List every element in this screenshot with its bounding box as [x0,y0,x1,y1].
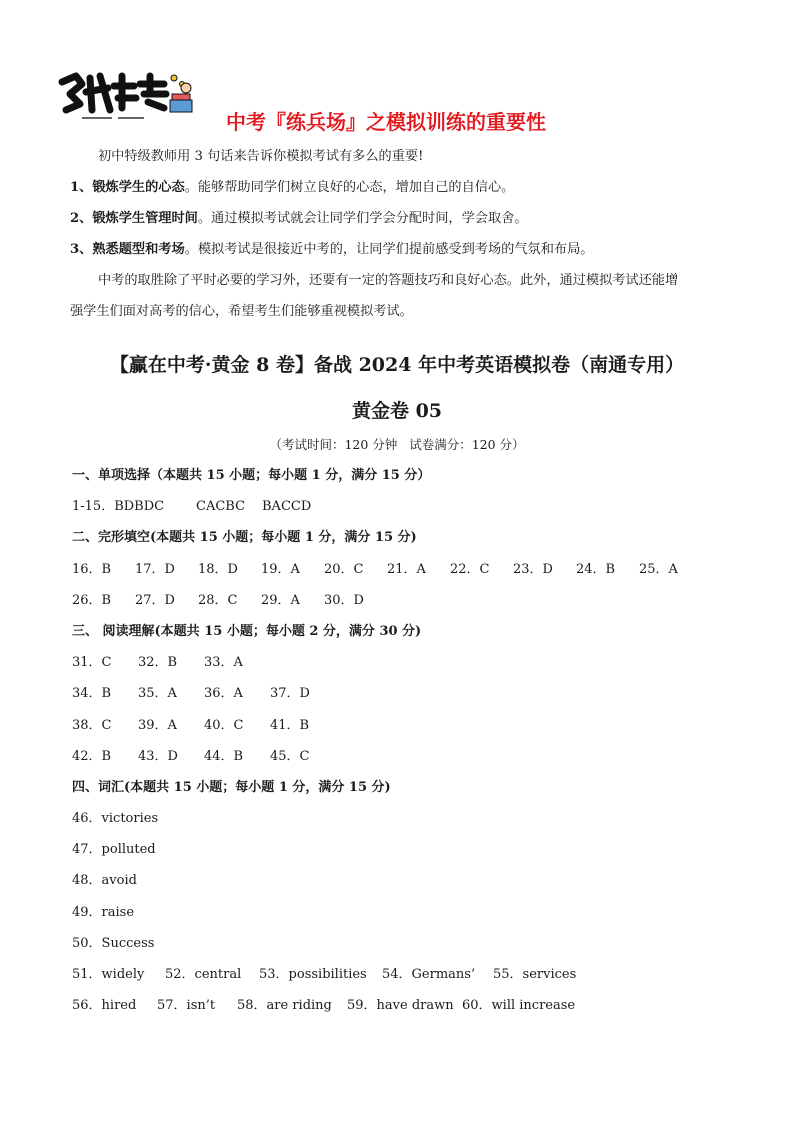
answer-item: 36．A [204,686,243,702]
answer-item: 19．A [261,561,300,577]
answer-item: 55．services [493,967,577,982]
answer-row [72,803,732,834]
answer-item: 59．have drawn [347,998,454,1014]
answer-item: BACCD [262,499,312,515]
section-heading-4: 四、词汇(本题共 15 小题；每小题 1 分，满分 15 分) [72,779,391,795]
answer-item: 46．victories [72,811,159,827]
answer-item: 1-15．BDBDC [72,499,165,515]
answer-item: 33．A [204,655,243,671]
answer-row [72,585,732,616]
answer-item: 45．C [270,748,310,764]
answer-item: 53．possibilities [259,967,367,982]
answer-item: 25．A [639,561,678,577]
answer-item: 17．D [135,561,175,577]
answer-row [72,710,732,741]
answer-item: 21．A [387,561,426,577]
exam-prep-logo [52,64,212,126]
exam-title: 【赢在中考·黄金 8 卷】备战 2024 年中考英语模拟卷（南通专用） [109,354,685,376]
answer-row [72,491,732,522]
answer-item: 22．C [450,561,490,577]
answer-row [72,990,732,1021]
answer-row [72,959,732,990]
answer-item: 35．A [138,686,177,702]
exam-subtitle: 黄金卷 05 [351,400,443,422]
banner-title: 中考『练兵场』之模拟训练的重要性 [226,110,546,134]
answer-item: 54．Germans’ [382,967,476,982]
answer-item: 18．D [198,561,238,577]
answer-item: 52．central [165,967,242,982]
answer-item: 41．B [270,717,310,733]
intro-point-3: 3、熟悉题型和考场。模拟考试是很接近中考的，让同学们提前感受到考场的气氛和布局。 [70,242,594,257]
answer-item: 26．B [72,592,112,608]
answer-item: 48．avoid [72,873,137,889]
answer-item: CACBC [196,499,246,515]
answer-item: 29．A [261,592,300,608]
intro-point-1: 1、锻炼学生的心态。能够帮助同学们树立良好的心态，增加自己的自信心。 [70,180,515,195]
answer-item: 28．C [198,592,238,608]
answer-item: 43．D [138,748,178,764]
answer-item: 50．Success [72,935,155,951]
answer-item: 58．are riding [237,998,332,1014]
intro-section [70,141,730,327]
answer-item: 44．B [204,748,244,764]
answer-row [72,554,732,585]
answer-item: 57．isn’t [157,998,216,1014]
section-heading-1: 一、单项选择（本题共 15 小题；每小题 1 分，满分 15 分） [72,468,431,483]
answer-item: 32．B [138,655,178,671]
answer-item: 56．hired [72,998,137,1014]
intro-closing-line-1: 中考的取胜除了平时必要的学习外，还要有一定的答题技巧和良好心态。此外，通过模拟考试还能增 [98,273,679,288]
answer-item: 42．B [72,748,112,764]
answer-item: 39．A [138,717,177,733]
answer-item: 49．raise [72,904,135,920]
answer-item: 20．C [324,561,364,577]
answer-item: 51．widely [72,967,145,982]
answer-row [72,865,732,896]
section-heading-2: 二、完形填空(本题共 15 小题；每小题 1 分，满分 15 分) [72,530,417,546]
intro-closing-line-2: 强学生们面对高考的信心，希望考生们能够重视模拟考试。 [70,304,413,319]
intro-lead: 初中特级教师用 3 句话来告诉你模拟考试有多么的重要! [98,149,424,164]
answer-row [72,741,732,772]
answer-item: 27．D [135,592,175,608]
answer-item: 40．C [204,717,244,733]
answer-key [72,460,732,1021]
answer-row [72,678,732,709]
section-heading-3: 三、 阅读理解(本题共 15 小题；每小题 2 分，满分 30 分) [72,623,422,639]
answer-item: 37．D [270,686,310,702]
answer-item: 31．C [72,655,112,671]
answer-row [72,647,732,678]
answer-row [72,897,732,928]
answer-item: 24．B [576,561,616,577]
answer-item: 30．D [324,592,364,608]
answer-item: 60．will increase [462,998,576,1014]
intro-point-2: 2、锻炼学生管理时间。通过模拟考试就会让同学们学会分配时间，学会取舍。 [70,211,528,226]
answer-item: 38．C [72,717,112,733]
exam-time-info: （考试时间：120 分钟 试卷满分：120 分） [269,437,525,452]
answer-row [72,834,732,865]
answer-item: 16．B [72,561,112,577]
answer-item: 34．B [72,686,112,702]
answer-item: 23．D [513,561,553,577]
answer-row [72,928,732,959]
answer-item: 47．polluted [72,842,156,858]
